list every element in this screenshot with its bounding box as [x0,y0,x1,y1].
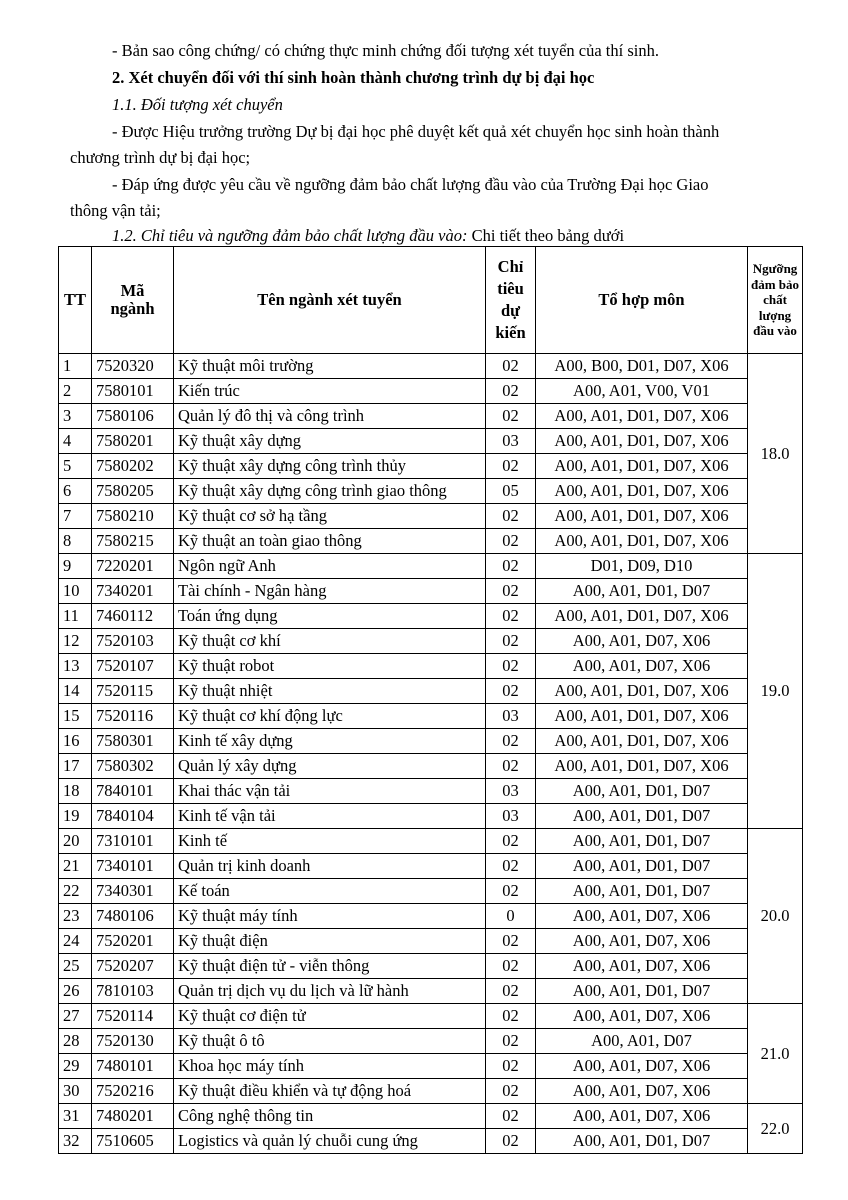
cell-ma-nganh: 7460112 [92,604,174,629]
cell-ma-nganh: 7520201 [92,929,174,954]
cell-ten-nganh: Kiến trúc [174,379,486,404]
table-row [59,854,803,879]
cell-ten-nganh: Kế toán [174,879,486,904]
subheading-1-1: 1.1. Đối tượng xét chuyển [112,95,283,114]
cell-to-hop-mon: A00, A01, D07, X06 [536,954,748,979]
cell-ten-nganh: Ngôn ngữ Anh [174,554,486,579]
cell-tt: 13 [59,654,92,679]
cell-ma-nganh: 7220201 [92,554,174,579]
cell-chi-tieu: 05 [486,479,536,504]
cell-to-hop-mon: A00, A01, D07, X06 [536,1054,748,1079]
cell-ma-nganh: 7840101 [92,779,174,804]
cell-nguong: 22.0 [748,1104,803,1154]
cell-ten-nganh: Kỹ thuật cơ sở hạ tầng [174,504,486,529]
cell-tt: 31 [59,1104,92,1129]
table-row [59,504,803,529]
cell-chi-tieu: 02 [486,979,536,1004]
cell-tt: 15 [59,704,92,729]
cell-ten-nganh: Kỹ thuật điện tử - viễn thông [174,954,486,979]
cell-tt: 6 [59,479,92,504]
cell-ma-nganh: 7480106 [92,904,174,929]
cell-to-hop-mon: A00, A01, D01, D07 [536,879,748,904]
cell-ma-nganh: 7580205 [92,479,174,504]
paragraph-2-line-a: - Đáp ứng được yêu cầu về ngưỡng đảm bảo chất lượng đầu vào của Trường Đại học Giao [112,175,709,194]
paragraph-2-line-b: thông vận tải; [70,201,161,220]
cell-to-hop-mon: A00, A01, D01, D07 [536,979,748,1004]
table-row [59,729,803,754]
table-row [59,954,803,979]
table-row [59,754,803,779]
cell-ten-nganh: Kỹ thuật điện [174,929,486,954]
cell-chi-tieu: 02 [486,1104,536,1129]
cell-tt: 16 [59,729,92,754]
cell-to-hop-mon: A00, A01, D07, X06 [536,904,748,929]
table-row [59,654,803,679]
cell-ma-nganh: 7580215 [92,529,174,554]
cell-chi-tieu: 02 [486,629,536,654]
cell-ten-nganh: Kỹ thuật cơ điện tử [174,1004,486,1029]
table-row [59,454,803,479]
cell-tt: 4 [59,429,92,454]
paragraph-1-line-b: chương trình dự bị đại học; [70,148,251,167]
cell-nguong: 18.0 [748,354,803,554]
table-row [59,529,803,554]
cell-to-hop-mon: A00, A01, D01, D07, X06 [536,604,748,629]
cell-tt: 26 [59,979,92,1004]
cell-to-hop-mon: A00, A01, D07 [536,1029,748,1054]
cell-tt: 8 [59,529,92,554]
cell-chi-tieu: 03 [486,429,536,454]
cell-chi-tieu: 02 [486,1054,536,1079]
cell-to-hop-mon: A00, A01, D01, D07 [536,779,748,804]
table-row [59,1029,803,1054]
cell-chi-tieu: 0 [486,904,536,929]
cell-ten-nganh: Kỹ thuật môi trường [174,354,486,379]
cell-ten-nganh: Khai thác vận tải [174,779,486,804]
cell-to-hop-mon: A00, B00, D01, D07, X06 [536,354,748,379]
cell-to-hop-mon: A00, A01, D01, D07, X06 [536,404,748,429]
cell-ten-nganh: Khoa học máy tính [174,1054,486,1079]
cell-tt: 20 [59,829,92,854]
cell-to-hop-mon: D01, D09, D10 [536,554,748,579]
cell-tt: 18 [59,779,92,804]
cell-chi-tieu: 02 [486,729,536,754]
cell-ten-nganh: Kỹ thuật cơ khí [174,629,486,654]
table-row [59,904,803,929]
table-row [59,1079,803,1104]
cell-ten-nganh: Kỹ thuật an toàn giao thông [174,529,486,554]
header-nguong: Ngưỡng đảm bảo chất lượng đầu vào [748,247,803,354]
header-to-hop-mon: Tổ hợp môn [536,247,748,354]
cell-ma-nganh: 7520216 [92,1079,174,1104]
cell-tt: 1 [59,354,92,379]
cell-tt: 2 [59,379,92,404]
cell-chi-tieu: 02 [486,554,536,579]
cell-ma-nganh: 7520107 [92,654,174,679]
cell-ma-nganh: 7520207 [92,954,174,979]
cell-to-hop-mon: A00, A01, V00, V01 [536,379,748,404]
cell-chi-tieu: 02 [486,454,536,479]
cell-to-hop-mon: A00, A01, D01, D07 [536,829,748,854]
paragraph-1-line-a: - Được Hiệu trưởng trường Dự bị đại học phê duyệt kết quả xét chuyển học sinh hoàn thành [112,122,720,141]
cell-ma-nganh: 7580106 [92,404,174,429]
cell-nguong: 19.0 [748,554,803,829]
cell-ma-nganh: 7810103 [92,979,174,1004]
cell-ma-nganh: 7580301 [92,729,174,754]
cell-ma-nganh: 7520130 [92,1029,174,1054]
cell-to-hop-mon: A00, A01, D01, D07, X06 [536,679,748,704]
cell-ten-nganh: Kỹ thuật máy tính [174,904,486,929]
cell-ma-nganh: 7310101 [92,829,174,854]
cell-ma-nganh: 7520115 [92,679,174,704]
cell-to-hop-mon: A00, A01, D07, X06 [536,1079,748,1104]
cell-chi-tieu: 02 [486,529,536,554]
cell-to-hop-mon: A00, A01, D01, D07 [536,804,748,829]
cell-chi-tieu: 02 [486,1029,536,1054]
cell-ma-nganh: 7840104 [92,804,174,829]
cell-to-hop-mon: A00, A01, D01, D07 [536,854,748,879]
cell-tt: 9 [59,554,92,579]
cell-ma-nganh: 7520320 [92,354,174,379]
cell-ma-nganh: 7580210 [92,504,174,529]
cell-chi-tieu: 02 [486,879,536,904]
cell-chi-tieu: 02 [486,679,536,704]
cell-ten-nganh: Công nghệ thông tin [174,1104,486,1129]
cell-ma-nganh: 7520116 [92,704,174,729]
cell-tt: 10 [59,579,92,604]
subheading-1-2-italic: 1.2. Chỉ tiêu và ngưỡng đảm bảo chất lượng đầu vào: [112,226,468,245]
cell-to-hop-mon: A00, A01, D01, D07, X06 [536,529,748,554]
cell-tt: 28 [59,1029,92,1054]
cell-chi-tieu: 03 [486,779,536,804]
cell-ten-nganh: Quản lý đô thị và công trình [174,404,486,429]
cell-ma-nganh: 7580101 [92,379,174,404]
section-heading-2: 2. Xét chuyển đối với thí sinh hoàn thành chương trình dự bị đại học [112,68,595,87]
cell-tt: 22 [59,879,92,904]
cell-ten-nganh: Kỹ thuật robot [174,654,486,679]
cell-to-hop-mon: A00, A01, D01, D07, X06 [536,729,748,754]
cell-tt: 5 [59,454,92,479]
cell-nguong: 20.0 [748,829,803,1004]
cell-chi-tieu: 02 [486,854,536,879]
cell-ten-nganh: Kinh tế [174,829,486,854]
cell-tt: 32 [59,1129,92,1154]
table-row [59,354,803,379]
cell-ten-nganh: Kỹ thuật xây dựng công trình thủy [174,454,486,479]
cell-ten-nganh: Quản trị kinh doanh [174,854,486,879]
cell-chi-tieu: 02 [486,1079,536,1104]
table-body [59,354,803,1154]
cell-to-hop-mon: A00, A01, D01, D07, X06 [536,754,748,779]
cell-tt: 21 [59,854,92,879]
table-row [59,879,803,904]
cell-to-hop-mon: A00, A01, D01, D07 [536,1129,748,1154]
cell-tt: 19 [59,804,92,829]
table-row [59,1054,803,1079]
cell-tt: 29 [59,1054,92,1079]
cell-tt: 23 [59,904,92,929]
table-row [59,979,803,1004]
table-row [59,379,803,404]
cell-tt: 12 [59,629,92,654]
cell-ma-nganh: 7340101 [92,854,174,879]
table-row [59,1104,803,1129]
cell-chi-tieu: 02 [486,829,536,854]
cell-nguong: 21.0 [748,1004,803,1104]
cell-chi-tieu: 02 [486,1129,536,1154]
intro-line-1: - Bản sao công chứng/ có chứng thực minh chứng đối tượng xét tuyển của thí sinh. [112,41,659,60]
table-row [59,429,803,454]
table-row [59,554,803,579]
cell-ten-nganh: Quản lý xây dựng [174,754,486,779]
cell-chi-tieu: 02 [486,1004,536,1029]
table-row [59,1004,803,1029]
cell-ten-nganh: Kinh tế xây dựng [174,729,486,754]
cell-ma-nganh: 7480101 [92,1054,174,1079]
cell-chi-tieu: 02 [486,654,536,679]
header-chi-tieu: Chỉ tiêu dự kiến [486,247,536,354]
cell-tt: 17 [59,754,92,779]
cell-ma-nganh: 7340301 [92,879,174,904]
cell-to-hop-mon: A00, A01, D01, D07, X06 [536,704,748,729]
table-row [59,679,803,704]
header-ten-nganh: Tên ngành xét tuyển [174,247,486,354]
cell-to-hop-mon: A00, A01, D01, D07, X06 [536,479,748,504]
cell-chi-tieu: 02 [486,379,536,404]
cell-to-hop-mon: A00, A01, D01, D07, X06 [536,504,748,529]
subheading-1-2-rest: Chi tiết theo bảng dưới [467,226,625,245]
cell-ten-nganh: Quản trị dịch vụ du lịch và lữ hành [174,979,486,1004]
cell-chi-tieu: 02 [486,579,536,604]
cell-to-hop-mon: A00, A01, D07, X06 [536,629,748,654]
cell-chi-tieu: 03 [486,704,536,729]
cell-ma-nganh: 7580302 [92,754,174,779]
cell-ma-nganh: 7580201 [92,429,174,454]
cell-ten-nganh: Toán ứng dụng [174,604,486,629]
admission-table [58,246,803,1154]
cell-to-hop-mon: A00, A01, D07, X06 [536,929,748,954]
cell-chi-tieu: 02 [486,404,536,429]
cell-ten-nganh: Kinh tế vận tải [174,804,486,829]
cell-chi-tieu: 02 [486,954,536,979]
table-row [59,829,803,854]
cell-tt: 27 [59,1004,92,1029]
cell-ma-nganh: 7520103 [92,629,174,654]
cell-chi-tieu: 02 [486,604,536,629]
cell-chi-tieu: 03 [486,804,536,829]
cell-tt: 7 [59,504,92,529]
table-row [59,579,803,604]
cell-ten-nganh: Kỹ thuật ô tô [174,1029,486,1054]
header-ma-nganh: Mã ngành [92,247,174,354]
table-row [59,1129,803,1154]
cell-chi-tieu: 02 [486,929,536,954]
cell-tt: 30 [59,1079,92,1104]
cell-tt: 11 [59,604,92,629]
cell-chi-tieu: 02 [486,754,536,779]
cell-to-hop-mon: A00, A01, D01, D07 [536,579,748,604]
cell-tt: 3 [59,404,92,429]
cell-ma-nganh: 7510605 [92,1129,174,1154]
table-row [59,404,803,429]
cell-ten-nganh: Logistics và quản lý chuỗi cung ứng [174,1129,486,1154]
cell-ten-nganh: Kỹ thuật xây dựng [174,429,486,454]
cell-ten-nganh: Tài chính - Ngân hàng [174,579,486,604]
cell-ma-nganh: 7520114 [92,1004,174,1029]
cell-chi-tieu: 02 [486,504,536,529]
table-row [59,779,803,804]
cell-ten-nganh: Kỹ thuật cơ khí động lực [174,704,486,729]
cell-ten-nganh: Kỹ thuật nhiệt [174,679,486,704]
cell-ten-nganh: Kỹ thuật điều khiển và tự động hoá [174,1079,486,1104]
cell-tt: 25 [59,954,92,979]
cell-to-hop-mon: A00, A01, D07, X06 [536,654,748,679]
table-row [59,604,803,629]
table-row [59,929,803,954]
cell-tt: 24 [59,929,92,954]
table-row [59,704,803,729]
cell-ma-nganh: 7580202 [92,454,174,479]
cell-ma-nganh: 7480201 [92,1104,174,1129]
table-row [59,629,803,654]
table-row [59,479,803,504]
cell-to-hop-mon: A00, A01, D01, D07, X06 [536,454,748,479]
subheading-1-2 [112,226,624,246]
cell-to-hop-mon: A00, A01, D01, D07, X06 [536,429,748,454]
cell-chi-tieu: 02 [486,354,536,379]
table-row [59,804,803,829]
cell-ten-nganh: Kỹ thuật xây dựng công trình giao thông [174,479,486,504]
cell-to-hop-mon: A00, A01, D07, X06 [536,1004,748,1029]
header-tt: TT [59,247,92,354]
cell-ma-nganh: 7340201 [92,579,174,604]
cell-tt: 14 [59,679,92,704]
cell-to-hop-mon: A00, A01, D07, X06 [536,1104,748,1129]
